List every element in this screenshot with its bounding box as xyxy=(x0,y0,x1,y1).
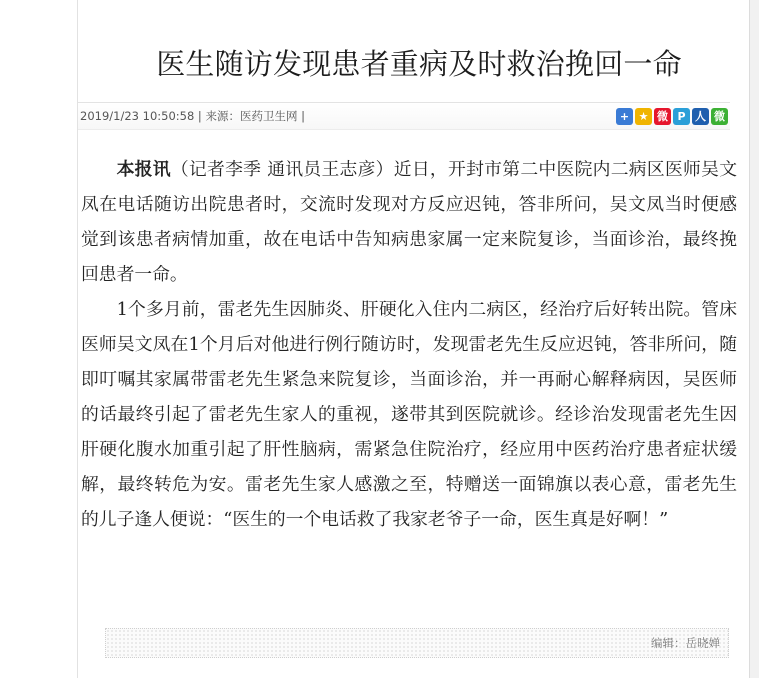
article xyxy=(78,0,748,678)
paragraph-1-text: （记者李季 通讯员王志彦）近日，开封市第二中医院内二病区医师吴文凤在电话随访出院患者时，交流时发现对方反应迟钝，答非所问，吴文凤当时便感觉到该患者病情加重，故在电话中告知病患家属一定来院复诊，当面诊治，最终挽回患者一命。 xyxy=(81,159,737,285)
paragraph-2: 1个多月前，雷老先生因肺炎、肝硬化入住内二病区，经治疗后好转出院。管床医师吴文凤在1个月后对他进行例行随访时，发现雷老先生反应迟钝，答非所问，随即叮嘱其家属带雷老先生紧急来院复诊，当面诊治，并一再耐心解释病因，吴医师的话最终引起了雷老先生家人的重视，遂带其到医院就诊。经诊治发现雷老先生因肝硬化腹水加重引起了肝性脑病，需紧急住院治疗，经应用中医药治疗患者症状缓解，最终转危为安。雷老先生家人感激之至，特赠送一面锦旗以表心意，雷老先生的儿子逢人便说：“医生的一个电话救了我家老爷子一命，医生真是好啊！” xyxy=(81,299,737,530)
weibo-icon[interactable]: 微 xyxy=(654,108,671,125)
meta-bar xyxy=(78,102,730,130)
share-bar xyxy=(616,108,728,125)
tencent-weibo-icon[interactable]: P xyxy=(673,108,690,125)
paragraph-1 xyxy=(81,152,737,292)
wechat-icon[interactable]: 微 xyxy=(711,108,728,125)
lead-label: 本报讯 xyxy=(116,159,171,180)
share-plus-icon[interactable]: + xyxy=(616,108,633,125)
qzone-icon[interactable]: ★ xyxy=(635,108,652,125)
article-body xyxy=(81,152,737,537)
editor-credit: 编辑：岳晓婵 xyxy=(651,636,720,650)
scrollbar[interactable] xyxy=(749,0,759,678)
editor-bar xyxy=(105,628,729,658)
renren-icon[interactable]: 人 xyxy=(692,108,709,125)
article-title: 医生随访发现患者重病及时救治挽回一命 xyxy=(156,47,682,81)
article-meta: 2019/1/23 10:50:58 | 来源：医药卫生网 | xyxy=(80,109,305,123)
